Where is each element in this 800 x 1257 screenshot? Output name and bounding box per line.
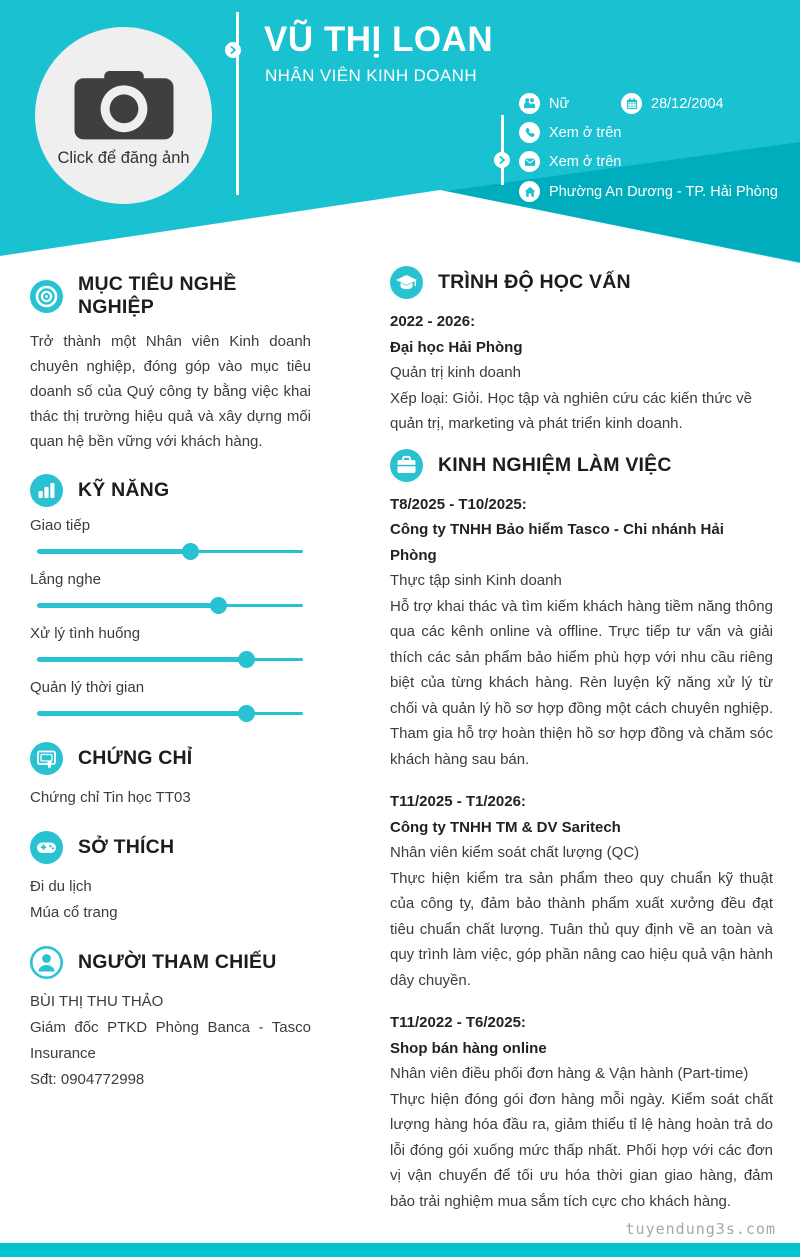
job-role: Thực tập sinh Kinh doanh [390,572,562,589]
chevron-right-icon [494,152,510,168]
section-certificates [30,742,311,811]
job-role: Nhân viên kiểm soát chất lượng (QC) [390,844,640,861]
skill-label: Giao tiếp [30,517,91,534]
address-value: Phường An Dương - TP. Hải Phòng [549,183,778,200]
skill-label: Quản lý thời gian [30,679,145,696]
birthday-row [621,93,724,114]
job-list [390,492,773,1215]
email-icon [519,151,540,172]
job-description: Hỗ trợ khai thác và tìm kiếm khách hàng tiềm năng thông qua các kênh online và offline. Trực tiếp tư vấn và giải thích các sản phẩm bảo hiểm phù hợp với nhu cầu riêng biệt của từng khách hàng. Rèn luyện kỹ năng xử lý từ chối và quản lý hồ sơ hợp đồng một cách chuyên nghiệp. Tham gia hỗ trợ hoàn thiện hồ sơ hợp đồng và chăm sóc khách hàng sau bán. [390,597,773,768]
section-title: KINH NGHIỆM LÀM VIỆC [438,453,672,476]
slider-handle[interactable] [210,597,227,614]
section-title: KỸ NĂNG [78,479,170,501]
reference-name: BÙI THỊ THU THẢO [30,993,164,1010]
job-period: T11/2025 - T1/2026: [390,793,526,810]
job-company: Shop bán hàng online [390,1039,547,1057]
certificate-icon [30,742,63,775]
camera-icon [74,63,174,143]
slider-handle[interactable] [238,705,255,722]
birthday-value: 28/12/2004 [651,95,724,112]
job-entry [390,789,773,993]
hobby-item: Đi du lịch [30,878,92,895]
section-title: TRÌNH ĐỘ HỌC VẤN [438,271,631,293]
chevron-right-icon [225,42,241,58]
section-title: MỤC TIÊU NGHỀ NGHIỆP [78,273,237,318]
reference-phone: Sđt: 0904772998 [30,1071,145,1088]
education-detail: Xếp loại: Giỏi. Học tập và nghiên cứu các kiến thức về quản trị, marketing và phát triển kinh doanh. [390,389,752,432]
hobby-list [30,874,311,926]
gender-row [519,93,569,114]
home-icon [519,181,540,202]
education-school: Đại học Hải Phòng [390,338,523,356]
skill-item [30,517,311,560]
skill-slider[interactable] [30,705,311,722]
job-entry [390,1010,773,1214]
left-column [30,273,311,1113]
footer-bar [0,1243,800,1257]
section-skills [30,474,311,722]
watermark: tuyendung3s.com [625,1220,776,1238]
phone-icon [519,122,540,143]
email-row [519,151,621,172]
skill-item [30,679,311,722]
photo-upload-label: Click để đăng ảnh [57,149,190,167]
section-title: CHỨNG CHỈ [78,747,193,769]
skill-slider[interactable] [30,651,311,668]
section-title: SỞ THÍCH [78,836,175,858]
skill-item [30,571,311,614]
job-role: Nhân viên điều phối đơn hàng & Vận hành (Part-time) [390,1065,749,1082]
objective-text: Trở thành một Nhân viên Kinh doanh chuyên nghiệp, đóng góp vào mục tiêu doanh số của Quý công ty bằng việc khai thác thị trường hiệu quả và xây dựng mối quan hệ bền vững với khách hàng. [30,333,311,450]
job-entry [390,492,773,773]
section-hobbies [30,831,311,926]
gamepad-icon [30,831,63,864]
certificate-list [30,785,311,811]
section-experience [390,449,773,1215]
skill-label: Xử lý tình huống [30,625,141,642]
education-period: 2022 - 2026: [390,313,476,330]
job-title: NHÂN VIÊN KINH DOANH [265,66,478,85]
divider-line [236,12,239,195]
graduation-cap-icon [390,266,423,299]
photo-upload-button[interactable] [35,27,212,204]
job-period: T11/2022 - T6/2025: [390,1014,526,1031]
job-description: Thực hiện kiểm tra sản phẩm theo quy chuẩn kỹ thuật của công ty, đảm bảo thành phẩm xuất xưởng đều đạt tiêu chuẩn chất lượng. Tuân thủ quy định về an toàn và quy trình làm việc, góp phần nâng cao hiệu quả vận hành dây chuyền. [390,869,773,989]
slider-handle[interactable] [182,543,199,560]
job-company: Công ty TNHH TM & DV Saritech [390,818,621,836]
certificate-item: Chứng chỉ Tin học TT03 [30,789,191,806]
person-icon [30,946,63,979]
skill-label: Lắng nghe [30,571,101,588]
job-description: Thực hiện đóng gói đơn hàng mỗi ngày. Kiểm soát chất lượng hàng hóa đầu ra, giảm thiểu tỉ lệ hàng hoàn trả do lỗi đóng gói xuống mức thấp nhất. Phối hợp với các đơn vị vận chuyển để tối ưu hóa thời gian giao hàng, đảm bảo trải nghiệm mua sắm tích cực cho khách hàng. [390,1090,773,1210]
briefcase-icon [390,449,423,482]
skill-slider[interactable] [30,543,311,560]
section-title: NGƯỜI THAM CHIẾU [78,951,277,973]
phone-value: Xem ở trên [549,124,622,141]
calendar-icon [621,93,642,114]
job-company: Công ty TNHH Bảo hiểm Tasco - Chi nhánh Hải Phòng [390,521,724,564]
address-row [519,181,778,202]
section-education [390,266,773,437]
divider-line [501,115,504,185]
section-references [30,946,311,1093]
gender-value: Nữ [549,95,570,112]
target-icon [30,280,63,313]
gender-icon [519,93,540,114]
education-major: Quản trị kinh doanh [390,364,521,381]
bar-chart-icon [30,474,63,507]
hobby-item: Múa cổ trang [30,904,118,921]
email-value: Xem ở trên [549,153,622,170]
header [0,0,800,270]
job-period: T8/2025 - T10/2025: [390,495,527,513]
phone-row [519,122,621,143]
skill-item [30,625,311,668]
skill-slider[interactable] [30,597,311,614]
slider-handle[interactable] [238,651,255,668]
skills-list [30,517,311,722]
section-objective [30,273,311,454]
candidate-name: VŨ THỊ LOAN [264,20,494,59]
reference-role: Giám đốc PTKD Phòng Banca - Tasco Insurance [30,1019,311,1062]
right-column [390,266,773,1231]
